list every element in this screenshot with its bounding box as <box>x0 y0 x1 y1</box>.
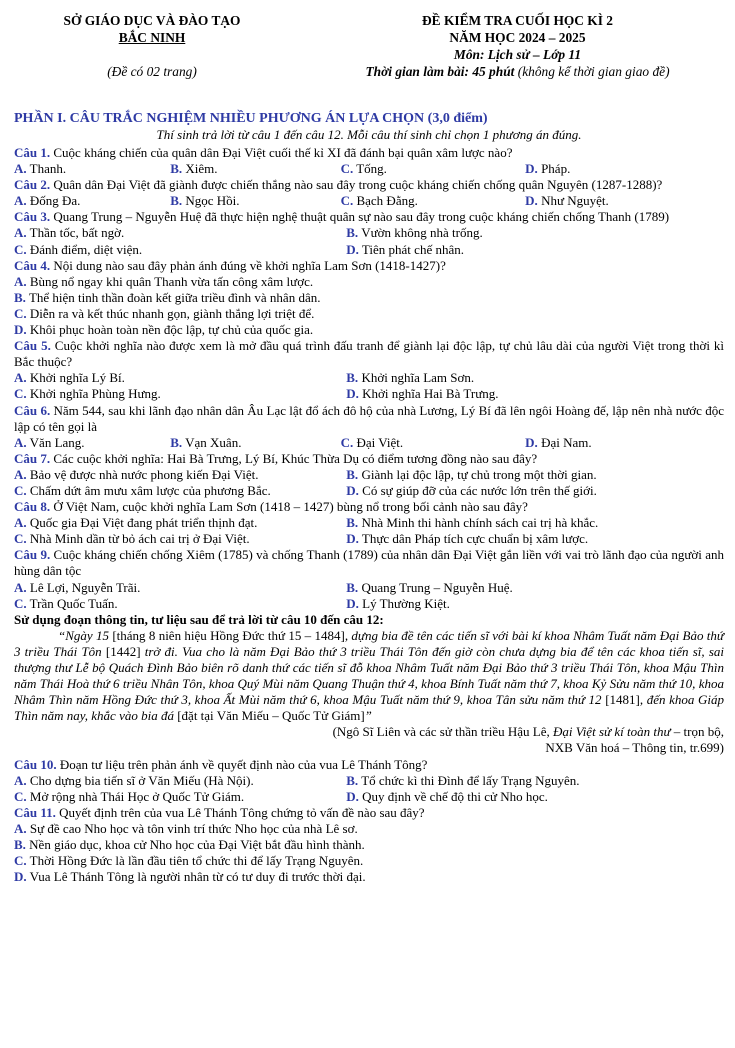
options-row <box>14 467 724 483</box>
options-row <box>14 225 724 241</box>
option-letter: C. <box>340 161 354 177</box>
option-d: Khởi nghĩa Hai Bà Trưng. <box>362 386 499 402</box>
option-d: Pháp. <box>541 161 571 177</box>
quote-text: , dựng bia đề tên các tiến sĩ với bài kí khoa Nhâm Tuất năm Đại Bảo thứ 3 triều Thái Tôn <box>14 627 724 659</box>
time-note: (không kể thời gian giao đề) <box>517 64 670 79</box>
question-number: Câu 8. <box>14 499 51 515</box>
option-a: Bảo vệ được nhà nước phong kiến Đại Việt. <box>29 466 259 482</box>
question-3 <box>14 209 724 225</box>
options-row <box>14 242 724 258</box>
school-year: NĂM HỌC 2024 – 2025 <box>449 30 586 45</box>
options-row <box>14 515 724 531</box>
option-letter: D. <box>346 531 359 547</box>
question-number: Câu 4. <box>14 257 51 273</box>
option-row-a <box>14 274 724 290</box>
question-number: Câu 7. <box>14 450 51 466</box>
quote-text: trở đi. Vua cho là năm Đại Bảo thứ 3 triều Thái Tôn đến giờ còn chưa dựng bia để tên các khoa tiến sĩ, sai thượng thư Lễ bộ Quách Đình Bảo biên rõ danh thứ các tiến sĩ đỗ khoa Nhâm Tuất năm Đại Bảo thứ 3 triều Thái Tôn, khoa Mậu Thìn năm Thái Hoà thứ 6 triều Nhân Tôn, khoa Quý Mùi năm Quang Thuận thứ 4, khoa Bính Tuất năm thứ 7, khoa Kỷ Sửu năm thứ 10, khoa Nhâm Thìn năm Hồng Đức thứ 3, khoa Ất Mùi năm thứ 6, khoa Mậu Tuất năm thứ 9, khoa Tân sửu năm thứ 12 <box>14 643 725 708</box>
option-b: Vườn không nhà trống. <box>361 225 483 241</box>
question-text: Nội dung nào sau đây phản ánh đúng về khởi nghĩa Lam Sơn (1418-1427)? <box>50 257 446 273</box>
option-letter: B. <box>346 579 359 595</box>
options-row <box>14 483 724 499</box>
option-row-d <box>14 322 724 338</box>
option-c: Trần Quốc Tuấn. <box>29 595 118 611</box>
quote-text: , đến khoa Giáp Thìn năm nay, khắc vào bia đá <box>14 692 724 724</box>
option-letter: A. <box>14 225 27 241</box>
option-a: Khởi nghĩa Lý Bí. <box>29 370 125 386</box>
option-letter: C. <box>14 853 27 869</box>
quote-bracket: [đặt tại Văn Miếu – Quốc Tử Giám] <box>177 708 365 724</box>
option-letter: A. <box>14 466 27 482</box>
department-name: SỞ GIÁO DỤC VÀ ĐÀO TẠO <box>63 13 241 28</box>
option-letter: B. <box>14 837 26 853</box>
option-c: Bạch Đằng. <box>356 193 418 209</box>
option-d: Đại Nam. <box>541 434 592 450</box>
page-count-note: (Đề có 02 trang) <box>107 64 197 79</box>
passage-source-line2: NXB Văn hoá – Thông tin, tr.699) <box>545 740 724 756</box>
header-left <box>22 12 282 80</box>
question-text: Ở Việt Nam, cuộc khởi nghĩa Lam Sơn (1418 – 1427) bùng nổ trong bối cảnh nào sau đây? <box>50 499 528 515</box>
option-c: Diễn ra và kết thúc nhanh gọn, giành thắng lợi triệt để. <box>29 305 315 321</box>
exam-title: ĐỀ KIỂM TRA CUỐI HỌC KÌ 2 <box>422 13 613 28</box>
question-text: Cuộc kháng chiến của quân dân Đại Việt cuối thế kỉ XI đã đánh bại quân xâm lược nào? <box>50 145 513 160</box>
question-text: Các cuộc khởi nghĩa: Hai Bà Trưng, Lý Bí, Khúc Thừa Dụ có điểm tương đồng nào sau đây? <box>50 450 538 466</box>
question-text: Cuộc kháng chiến chống Xiêm (1785) và chống Thanh (1789) của nhân dân Đại Việt gắn liền với vai trò lãnh đạo của người anh hùng dân tộc <box>14 547 724 579</box>
option-c: Khởi nghĩa Phùng Hưng. <box>29 386 161 402</box>
options-row <box>14 435 724 451</box>
option-row-c <box>14 306 724 322</box>
quote-bracket: [tháng 8 niên hiệu Hồng Đức thứ 15 – 1484] <box>112 627 345 643</box>
subject-line: Môn: Lịch sử – Lớp 11 <box>453 47 582 62</box>
question-7 <box>14 451 724 467</box>
option-d: Lý Thường Kiệt. <box>362 595 450 611</box>
option-letter: C. <box>14 386 27 402</box>
question-9 <box>14 547 724 579</box>
question-10 <box>14 757 724 773</box>
option-b: Ngọc Hồi. <box>185 193 240 209</box>
quote-bracket: [1481] <box>605 692 640 708</box>
option-row-d <box>14 869 724 885</box>
options-row <box>14 386 724 402</box>
options-row <box>14 193 724 209</box>
option-letter: A. <box>14 273 27 289</box>
options-row <box>14 370 724 386</box>
option-c: Đánh điểm, diệt viện. <box>29 241 143 257</box>
question-6 <box>14 403 724 435</box>
option-c: Mở rộng nhà Thái Học ở Quốc Tử Giám. <box>29 788 245 804</box>
options-row <box>14 531 724 547</box>
option-d: Có sự giúp đỡ của các nước lớn trên thế giới. <box>362 482 597 498</box>
option-d: Khôi phục hoàn toàn nền độc lập, tự chủ của quốc gia. <box>29 322 314 338</box>
option-letter: C. <box>14 788 27 804</box>
option-letter: B. <box>346 466 359 482</box>
options-row <box>14 789 724 805</box>
option-b: Thể hiện tinh thần đoàn kết giữa triều đình và nhân dân. <box>28 289 321 305</box>
option-c: Tống. <box>356 161 387 177</box>
option-letter: C. <box>14 595 27 611</box>
question-2 <box>14 177 724 193</box>
option-row-b <box>14 290 724 306</box>
option-letter: B. <box>170 193 183 209</box>
option-letter: B. <box>14 289 26 305</box>
question-text: Quang Trung – Nguyễn Huệ đã thực hiện nghệ thuật quân sự nào sau đây trong cuộc kháng chiến chống Thanh (1789) <box>50 209 670 225</box>
option-letter: D. <box>14 869 27 885</box>
question-number: Câu 5. <box>14 338 51 354</box>
option-b: Nền giáo dục, khoa cử Nho học của Đại Việt bắt đầu hình thành. <box>29 837 365 853</box>
section-title: PHẦN I. CÂU TRẮC NGHIỆM NHIỀU PHƯƠNG ÁN LỰA CHỌN (3,0 điểm) <box>14 111 488 126</box>
option-letter: C. <box>14 482 27 498</box>
passage-instruction: Sử dụng đoạn thông tin, tư liệu sau để trả lời từ câu 10 đến câu 12: <box>14 611 384 627</box>
option-d: Tiên phát chế nhân. <box>361 241 464 257</box>
option-b: Vạn Xuân. <box>185 434 242 450</box>
option-a: Bùng nổ ngay khi quân Thanh vừa tấn công xâm lược. <box>29 273 314 289</box>
option-c: Chấm dứt âm mưu xâm lược của phương Bắc. <box>29 482 271 498</box>
option-c: Thời Hồng Đức là lần đầu tiên tổ chức thi để lấy Trạng Nguyên. <box>29 853 364 869</box>
header-right <box>300 12 735 80</box>
option-a: Quốc gia Đại Việt đang phát triển thịnh đạt. <box>29 515 258 531</box>
question-11 <box>14 805 724 821</box>
option-letter: D. <box>14 322 27 338</box>
option-letter: A. <box>14 579 27 595</box>
question-number: Câu 11. <box>14 804 56 820</box>
question-number: Câu 3. <box>14 209 51 225</box>
option-d: Như Nguyệt. <box>541 193 609 209</box>
option-a: Cho dựng bia tiến sĩ ở Văn Miếu (Hà Nội). <box>29 772 254 788</box>
question-8 <box>14 499 724 515</box>
option-letter: D. <box>346 788 359 804</box>
option-d: Quy định về chế độ thi cử Nho học. <box>362 788 548 804</box>
quote-text: ” <box>364 708 372 724</box>
questions-body <box>14 145 724 885</box>
time-label: Thời gian làm bài: 45 phút <box>365 64 515 79</box>
option-letter: D. <box>525 193 538 209</box>
question-text: Cuộc khởi nghĩa nào được xem là mở đầu quá trình đấu tranh để giành lại độc lập, tự chủ lâu dài của người Việt trong thời kì Bắc thuộc? <box>14 338 724 370</box>
question-4 <box>14 258 724 274</box>
options-row <box>14 161 724 177</box>
option-letter: A. <box>14 515 27 531</box>
option-letter: D. <box>525 161 538 177</box>
passage-quote <box>14 628 724 725</box>
option-letter: A. <box>14 434 27 450</box>
question-text: Quân dân Đại Việt đã giành được chiến thắng nào sau đây trong cuộc kháng chiến chống quân Nguyên (1287-1288)? <box>50 177 663 193</box>
option-c: Nhà Minh dần từ bỏ ách cai trị ở Đại Việt. <box>29 531 250 547</box>
option-letter: C. <box>340 193 354 209</box>
option-row-a <box>14 821 724 837</box>
option-letter: C. <box>14 531 27 547</box>
question-number: Câu 1. <box>14 145 51 160</box>
option-a: Đống Đa. <box>29 193 81 209</box>
option-c: Đại Việt. <box>356 434 404 450</box>
option-letter: B. <box>170 161 183 177</box>
question-1 <box>14 145 724 161</box>
option-a: Thần tốc, bất ngờ. <box>29 225 125 241</box>
option-b: Xiêm. <box>185 161 218 177</box>
option-a: Văn Lang. <box>29 434 85 450</box>
option-d: Vua Lê Thánh Tông là người nhân từ có tư duy đi trước thời đại. <box>29 869 366 885</box>
option-letter: A. <box>14 772 27 788</box>
options-row <box>14 596 724 612</box>
question-text: Đoạn tư liệu trên phản ánh về quyết định nào của vua Lê Thánh Tông? <box>56 756 428 772</box>
question-number: Câu 9. <box>14 547 51 563</box>
option-letter: A. <box>14 193 27 209</box>
option-b: Tổ chức kì thi Đình để lấy Trạng Nguyên. <box>361 772 580 788</box>
option-letter: B. <box>346 225 359 241</box>
options-row <box>14 580 724 596</box>
option-a: Sự đề cao Nho học và tôn vinh trí thức Nho học của nhà Lê sơ. <box>29 820 358 836</box>
option-letter: C. <box>14 241 27 257</box>
option-row-c <box>14 853 724 869</box>
option-row-b <box>14 837 724 853</box>
option-letter: A. <box>14 820 27 836</box>
option-letter: A. <box>14 370 27 386</box>
question-number: Câu 10. <box>14 756 57 772</box>
option-b: Khởi nghĩa Lam Sơn. <box>361 370 475 386</box>
option-letter: D. <box>525 434 538 450</box>
option-letter: D. <box>346 482 359 498</box>
source-title: Đại Việt sử kí toàn thư <box>552 724 671 740</box>
option-b: Nhà Minh thi hành chính sách cai trị hà khắc. <box>361 515 599 531</box>
option-letter: A. <box>14 161 27 177</box>
quote-text: “Ngày 15 <box>58 627 113 643</box>
option-letter: D. <box>346 241 359 257</box>
option-letter: D. <box>346 595 359 611</box>
option-letter: C. <box>340 434 354 450</box>
option-a: Thanh. <box>29 161 67 177</box>
option-letter: B. <box>346 370 359 386</box>
options-row <box>14 773 724 789</box>
passage-source <box>14 724 724 740</box>
question-text: Năm 544, sau khi lãnh đạo nhân dân Âu Lạc lật đổ ách đô hộ của nhà Lương, Lý Bí đã lên ngôi Hoàng đế, lập nên nhà nước độc lập có tên gọi là <box>14 402 724 434</box>
province-name: BẮC NINH <box>118 30 186 45</box>
option-a: Lê Lợi, Nguyễn Trãi. <box>29 579 141 595</box>
option-b: Giành lại độc lập, tự chủ trong một thời gian. <box>361 466 597 482</box>
option-b: Quang Trung – Nguyễn Huệ. <box>361 579 513 595</box>
option-d: Thực dân Pháp tích cực chuẩn bị xâm lược. <box>361 531 589 547</box>
section-instructions: Thí sinh trả lời từ câu 1 đến câu 12. Mỗi câu thí sinh chỉ chọn 1 phương án đúng. <box>156 127 582 142</box>
option-letter: D. <box>346 386 359 402</box>
question-text: Quyết định trên của vua Lê Thánh Tông chứng tỏ vấn đề nào sau đây? <box>55 804 425 820</box>
question-number: Câu 2. <box>14 177 51 193</box>
source-text: (Ngô Sĩ Liên và các sử thần triều Hậu Lê, <box>332 724 553 740</box>
option-letter: B. <box>346 772 359 788</box>
option-letter: B. <box>170 434 183 450</box>
quote-bracket: [1442] <box>105 643 141 659</box>
source-text: – trọn bộ, <box>670 724 724 740</box>
option-letter: C. <box>14 305 27 321</box>
option-letter: B. <box>346 515 359 531</box>
question-5 <box>14 338 724 370</box>
question-number: Câu 6. <box>14 402 51 418</box>
